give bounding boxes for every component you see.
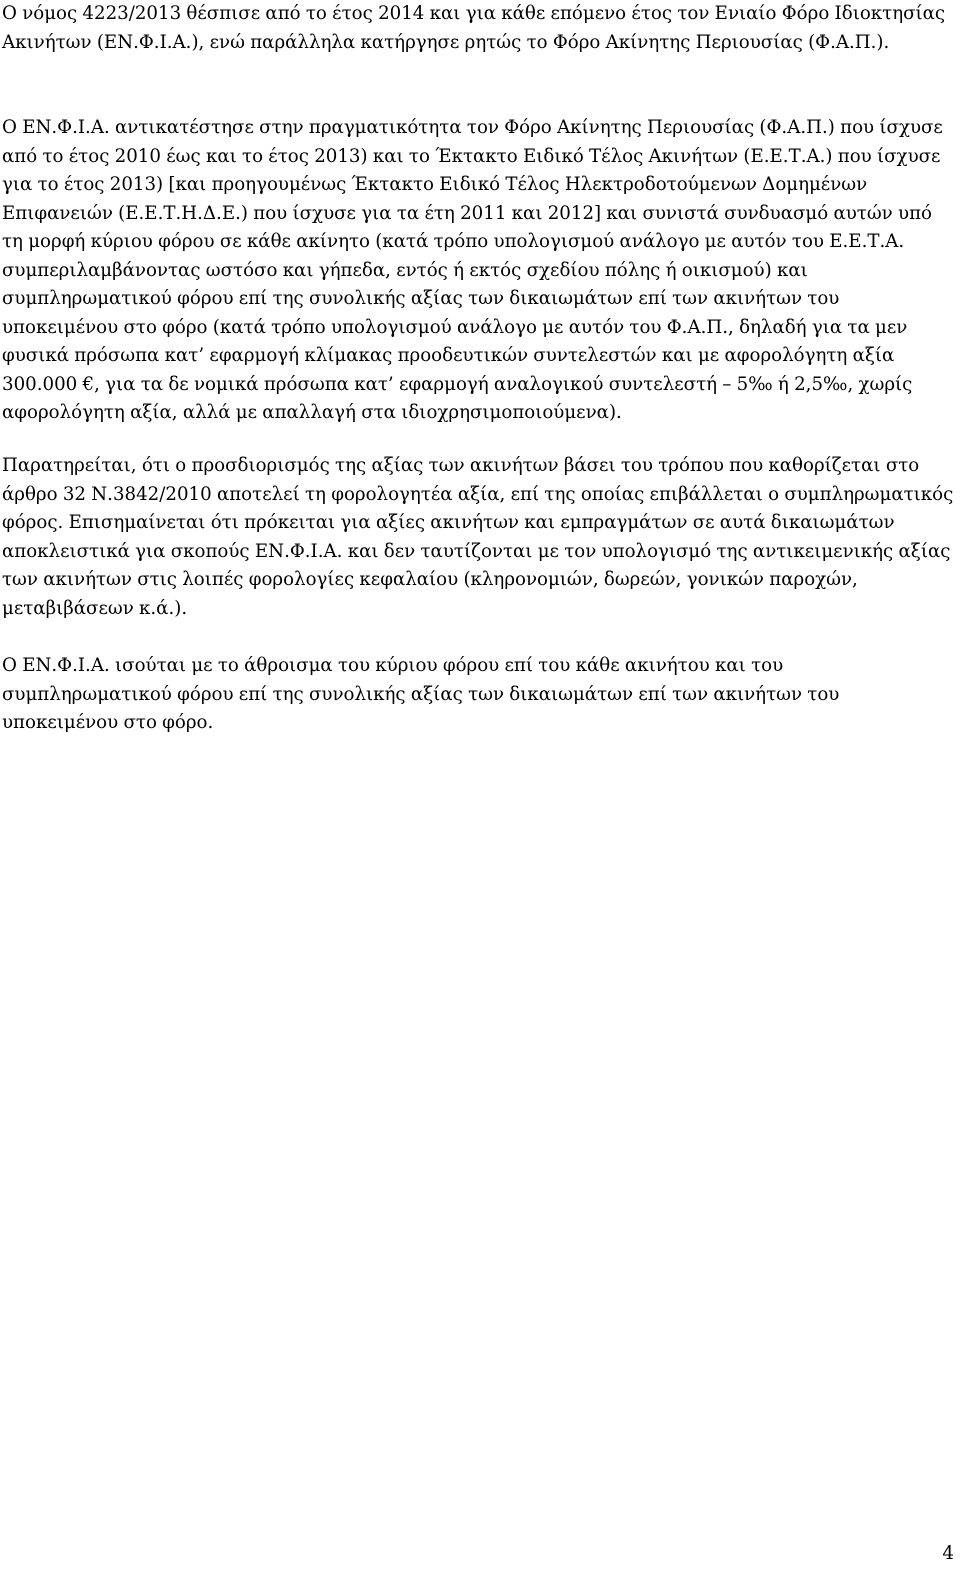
paragraph-enfia-introduction: Ο νόμος 4223/2013 θέσπισε από το έτος 2014 και για κάθε επόμενο έτος τον Ενιαίο Φόρο Ιδιοκτησίας Ακινήτων (ΕΝ.Φ.Ι.Α.), ενώ παράλληλα κατήργησε ρητώς το Φόρο Ακίνητης Περιουσίας (Φ.Α.Π.). bbox=[2, 3, 946, 53]
paragraph-enfia-sum: Ο ΕΝ.Φ.Ι.Α. ισούται με το άθροισμα του κύριου φόρου επί του κάθε ακινήτου και του συμπληρωματικού φόρου επί της συνολικής αξίας των δικαιωμάτων επί των ακινήτων του υποκειμένου στο φόρο. bbox=[2, 655, 840, 733]
paragraph-taxable-value: Παρατηρείται, ότι ο προσδιορισμός της αξίας των ακινήτων βάσει του τρόπου που καθορίζεται στο άρθρο 32 Ν.3842/2010 αποτελεί τη φορολογητέα αξία, επί της οποίας επιβάλλεται ο συμπληρωματικός φόρος. Επισημαίνεται ότι πρόκειται για αξίες ακινήτων και εμπραγμάτων σε αυτά δικαιωμάτων αποκλειστικά για σκοπούς ΕΝ.Φ.Ι.Α. και δεν ταυτίζονται με τον υπολογισμό της αντικειμενικής αξίας των ακινήτων στις λοιπές φορολογίες κεφαλαίου (κληρονομιών, δωρεών, γονικών παροχών, μεταβιβάσεων κ.ά.). bbox=[2, 455, 954, 619]
page-number: 4 bbox=[942, 1543, 954, 1564]
paragraph-enfia-replacement: Ο ΕΝ.Φ.Ι.Α. αντικατέστησε στην πραγματικότητα τον Φόρο Ακίνητης Περιουσίας (Φ.Α.Π.) που ίσχυσε από το έτος 2010 έως και το έτος 2013) και το Έκτακτο Ειδικό Τέλος Ακινήτων (Ε.Ε.Τ.Α.) που ίσχυσε για το έτος 2013) [και προηγουμένως Έκτακτο Ειδικό Τέλος Ηλεκτροδοτούμενων Δομημένων Επιφανειών (Ε.Ε.Τ.Η.Δ.Ε.) που ίσχυσε για τα έτη 2011 και 2012] και συνιστά συνδυασμό αυτών υπό τη μορφή κύριου φόρου σε κάθε ακίνητο (κατά τρόπο υπολογισμού ανάλογο με αυτόν του Ε.Ε.Τ.Α. συμπεριλαμβάνοντας ωστόσο και γήπεδα, εντός ή εκτός σχεδίου πόλης ή οικισμού) και συμπληρωματικού φόρου επί της συνολικής αξίας των δικαιωμάτων επί των ακινήτων του υποκειμένου στο φόρο (κατά τρόπο υπολογισμού ανάλογο με αυτόν του Φ.Α.Π., δηλαδή για τα μεν φυσικά πρόσωπα κατ’ εφαρμογή κλίμακας προοδευτικών συντελεστών και με αφορολόγητη αξία 300.000 €, για τα δε νομικά πρόσωπα κατ’ εφαρμογή αναλογικού συντελεστή – 5‰ ή 2,5‰, χωρίς αφορολόγητη αξία, αλλά με απαλλαγή στα ιδιοχρησιμοποιούμενα). bbox=[2, 117, 943, 423]
